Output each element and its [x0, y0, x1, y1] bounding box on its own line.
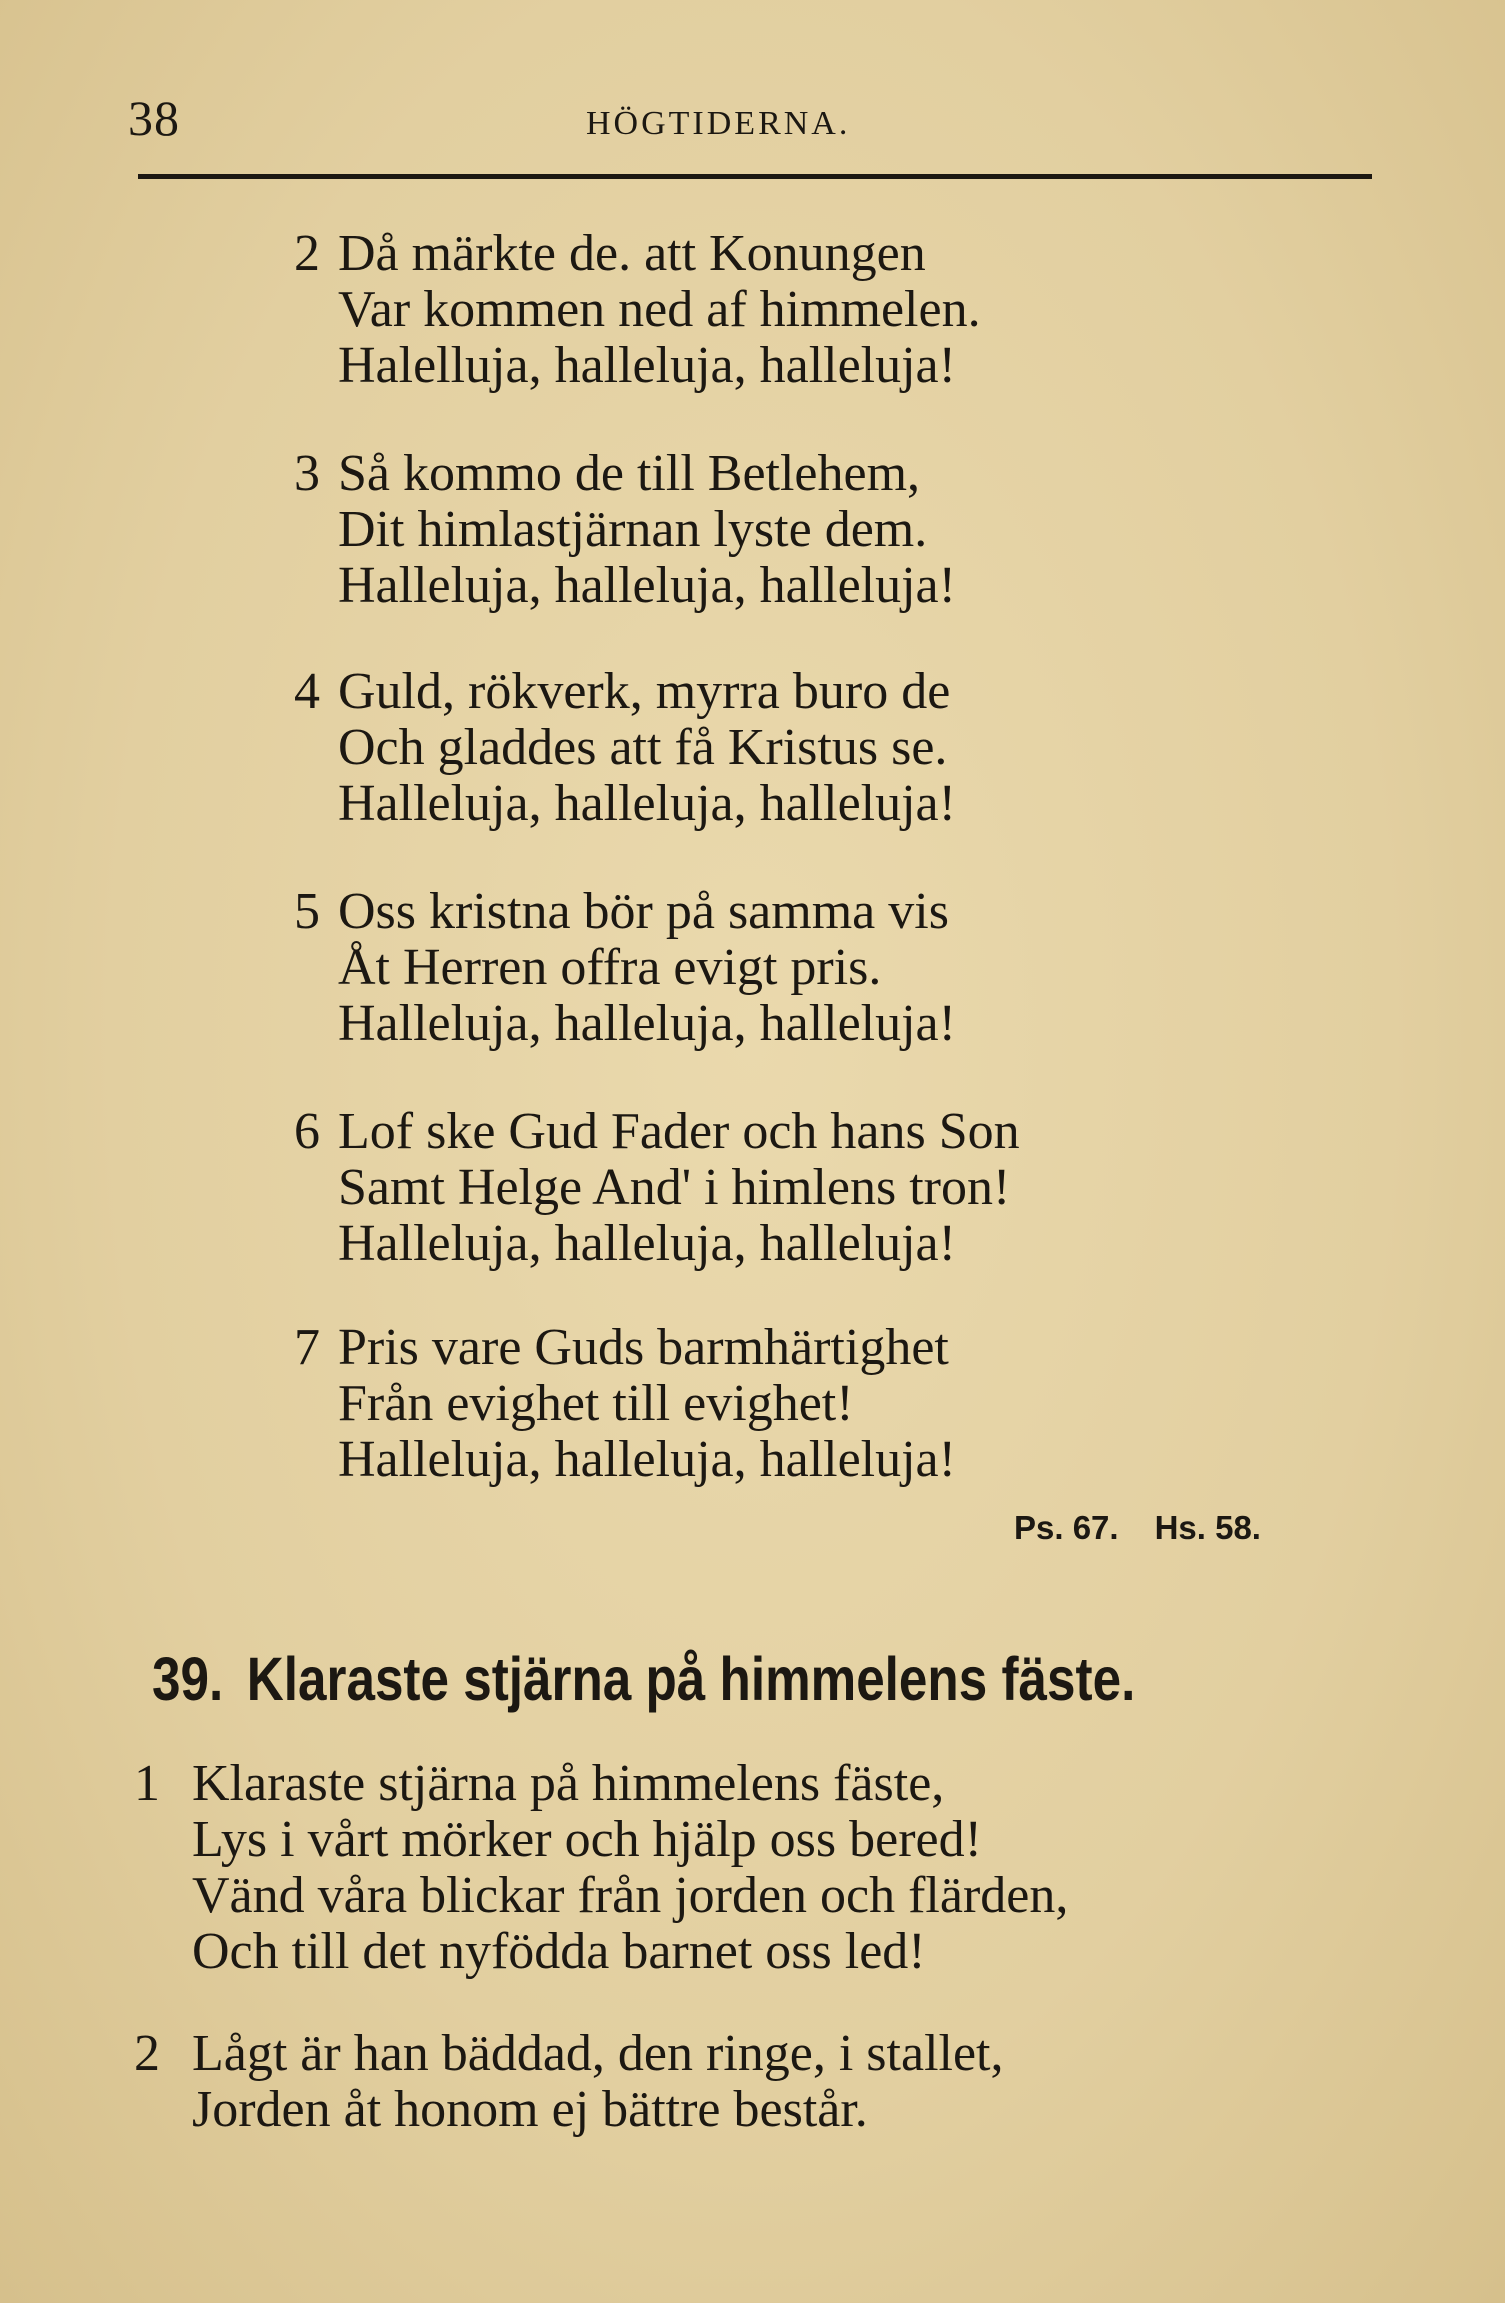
verse-lines — [192, 1756, 1068, 1980]
verse-line: Var kommen ned af himmelen. — [338, 281, 981, 338]
verse-line: Halleluja, halleluja, halleluja! — [338, 1215, 956, 1272]
verse-line: Halleluja, halleluja, halleluja! — [338, 1431, 956, 1488]
verse-line: Samt Helge And' i himlens tron! — [338, 1159, 1011, 1216]
verse-line: Från evighet till evighet! — [338, 1375, 854, 1432]
hymn-title: Klaraste stjärna på himmelens fäste. — [246, 1645, 1136, 1713]
verse-number: 4 — [294, 663, 320, 720]
verse-line: Åt Herren offra evigt pris. — [338, 939, 882, 996]
hymn-reference: Hs. 58. — [1154, 1509, 1261, 1546]
header-rule — [138, 174, 1372, 179]
verse-line: Halleluja, halleluja, halleluja! — [338, 557, 956, 614]
verse-number: 3 — [294, 445, 320, 502]
verse-number: 2 — [134, 2025, 160, 2082]
verse-line: Oss kristna bör på samma vis — [338, 883, 949, 940]
verse-lines — [338, 446, 956, 614]
psalm-reference: Ps. 67. — [1014, 1509, 1119, 1546]
verse-line: Lågt är han bäddad, den ringe, i stallet, — [192, 2025, 1004, 2082]
verse-line: Halleluja, halleluja, halleluja! — [338, 995, 956, 1052]
verse-line: Pris vare Guds barmhärtighet — [338, 1319, 949, 1376]
verse-line: Halleluja, halleluja, halleluja! — [338, 775, 956, 832]
verse-number: 5 — [294, 883, 320, 940]
page-number: 38 — [128, 90, 180, 146]
verse-line: Så kommo de till Betlehem, — [338, 445, 921, 502]
verse-line: Vänd våra blickar från jorden och flärden, — [192, 1867, 1069, 1924]
verse-lines — [338, 1104, 1020, 1272]
verse-line: Lys i vårt mörker och hjälp oss bered! — [192, 1811, 982, 1868]
verse-number: 6 — [294, 1103, 320, 1160]
verse-number: 2 — [294, 225, 320, 282]
hymn-references — [1014, 1508, 1261, 1548]
verse-line: Och gladdes att få Kristus se. — [338, 719, 948, 776]
verse-lines — [338, 1320, 956, 1488]
verse-line: Klaraste stjärna på himmelens fäste, — [192, 1755, 945, 1812]
verse-line: Halelluja, halleluja, halleluja! — [338, 337, 956, 394]
verse-line: Jorden åt honom ej bättre består. — [192, 2081, 868, 2138]
verse-lines — [338, 664, 956, 832]
verse-line: Lof ske Gud Fader och hans Son — [338, 1103, 1020, 1160]
running-title: HÖGTIDERNA. — [586, 105, 851, 142]
verse-lines — [338, 226, 981, 394]
verse-lines — [338, 884, 956, 1052]
verse-number: 7 — [294, 1319, 320, 1376]
verse-number: 1 — [134, 1755, 160, 1812]
verse-line: Och till det nyfödda barnet oss led! — [192, 1923, 926, 1980]
verse-line: Dit himlastjärnan lyste dem. — [338, 501, 928, 558]
verse-line: Guld, rökverk, myrra buro de — [338, 663, 951, 720]
verse-line: Då märkte de. att Konungen — [338, 225, 926, 282]
verse-lines — [192, 2026, 1003, 2138]
hymn-heading — [152, 1644, 1135, 1714]
hymn-number: 39. — [152, 1645, 224, 1713]
